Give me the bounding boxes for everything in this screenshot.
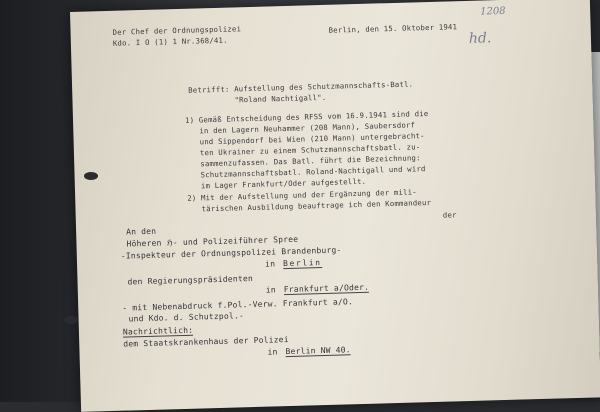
body-line: im Lager Frankfurt/Oder aufgestellt. (200, 176, 367, 191)
addressee-line: Höheren ℌ- und Polizeiführer Spree (126, 234, 299, 249)
body-line: der (442, 210, 457, 220)
body-line: Schutzmannschaftsbatl. Roland-Nachtigall und wird (200, 164, 426, 180)
body-line: 1) Gemäß Entscheidung des RFSS vom 16.9.1941 sind die (184, 109, 429, 125)
addressee-line: und Kdo. d. Schutzpol.- (128, 311, 245, 324)
handwritten-initials: hd. (468, 30, 492, 47)
handwritten-number: 1208 (480, 5, 506, 18)
addressee-an-den: An den (126, 226, 157, 237)
body-line: und Sippendorf bei Wien (210 Mann) untergebracht- (199, 131, 425, 147)
punch-hole (64, 316, 78, 324)
body-line: in den Lagern Neuhammer (208 Mann), Saubersdorf (199, 120, 416, 136)
sender-line-2: Kdo. I O (1) 1 Nr.368/41. (112, 35, 228, 48)
addressee-line: den Regierungspräsidenten (127, 273, 254, 287)
addressee-city: Berlin (282, 258, 322, 269)
punch-hole (84, 172, 98, 180)
body-line: tärischen Ausbildung beauftrage ich den Kommandeur (201, 197, 432, 214)
subject-line-1: Betrifft: Aufstellung des Schutzmannschafts-Batl. (188, 79, 414, 95)
addressee-in: in (265, 285, 277, 295)
addressee-line: dem Staatskrankenhaus der Polizei (123, 335, 289, 349)
subject-line-2: "Roland Nachtigall". (234, 92, 327, 105)
addressee-city: Frankfurt a/Oder. (283, 282, 370, 295)
addressee-city: Berlin NW 40. (285, 345, 351, 357)
addressee-in: in (267, 347, 278, 357)
body-line: ten Ukrainer zu einem Schutzmannschaftsbatl. zu- (199, 142, 421, 158)
place-date: Berlin, den 15. Oktober 1941 (328, 22, 458, 35)
document-page (70, 0, 600, 412)
addressee-line: - mit Nebenabdruck f.Pol.-Verw. Frankfurt a/O. (122, 297, 354, 313)
addressee-in: in (264, 259, 276, 269)
addressee-nachrichtlich: Nachrichtlich: (122, 325, 194, 337)
body-line: 2) Mit der Aufstellung und der Ergänzung der mili- (187, 187, 417, 203)
sender-line-1: Der Chef der Ordnungspolizei (112, 24, 242, 37)
body-line: sammenzufassen. Das Batl. führt die Bezeichnung: (200, 153, 421, 169)
addressee-line: -Inspekteur der Ordnungspolizei Brandenburg- (120, 245, 342, 261)
